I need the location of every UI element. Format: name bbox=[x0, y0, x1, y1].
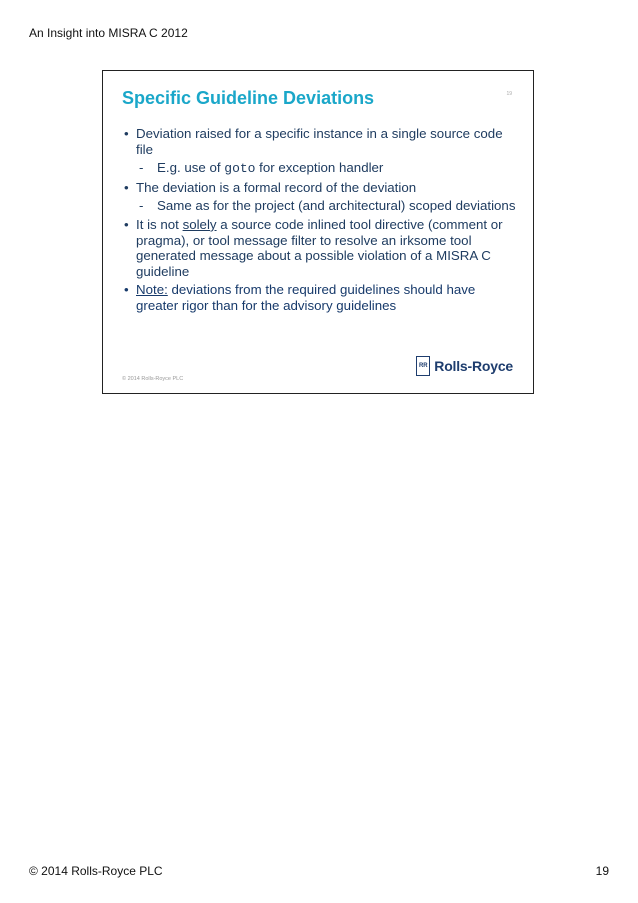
sub-bullet-item bbox=[124, 160, 519, 177]
slide-copyright: © 2014 Rolls-Royce PLC bbox=[122, 376, 184, 382]
logo-text: Rolls-Royce bbox=[434, 358, 513, 374]
bullet-text-post: a source code inlined tool directive (comment or pragma), or tool message filter to resolve an irksome tool generated message about a possible violation of a MISRA C guideline bbox=[136, 216, 503, 279]
footer-page-number: 19 bbox=[595, 864, 609, 878]
note-bullet-item bbox=[124, 282, 519, 313]
bullet-item bbox=[124, 126, 519, 157]
bullet-text: The deviation is a formal record of the deviation bbox=[136, 179, 417, 195]
dash-marker: - bbox=[139, 198, 144, 214]
page-header-title: An Insight into MISRA C 2012 bbox=[29, 26, 188, 40]
underlined-word: solely bbox=[182, 216, 217, 232]
slide-body bbox=[124, 126, 519, 317]
note-label: Note: bbox=[136, 282, 168, 298]
rolls-royce-logo bbox=[416, 356, 513, 376]
bullet-text-post: for exception handler bbox=[255, 160, 384, 176]
bullet-text-pre: It is not bbox=[136, 216, 183, 232]
slide-title: Specific Guideline Deviations bbox=[122, 88, 375, 108]
bullet-item bbox=[124, 180, 519, 196]
bullet-item bbox=[124, 217, 519, 279]
footer-copyright: © 2014 Rolls-Royce PLC bbox=[29, 864, 163, 878]
bullet-marker: • bbox=[124, 216, 129, 232]
bullet-text-post: deviations from the required guidelines should have greater rigor than for the advisory guidelines bbox=[136, 282, 476, 313]
dash-marker: - bbox=[139, 160, 144, 176]
code-keyword: goto bbox=[224, 161, 256, 177]
bullet-marker: • bbox=[124, 179, 129, 195]
bullet-marker: • bbox=[124, 126, 129, 141]
rr-badge-icon: RR bbox=[416, 356, 430, 376]
bullet-text: Same as for the project (and architectural) scoped deviations bbox=[157, 198, 516, 214]
slide-number: 19 bbox=[506, 91, 512, 97]
bullet-text: Deviation raised for a specific instance in a single source code file bbox=[136, 126, 503, 157]
bullet-marker: • bbox=[124, 282, 129, 298]
slide bbox=[102, 70, 534, 394]
sub-bullet-item bbox=[124, 198, 519, 214]
bullet-text-pre: E.g. use of bbox=[157, 160, 225, 176]
